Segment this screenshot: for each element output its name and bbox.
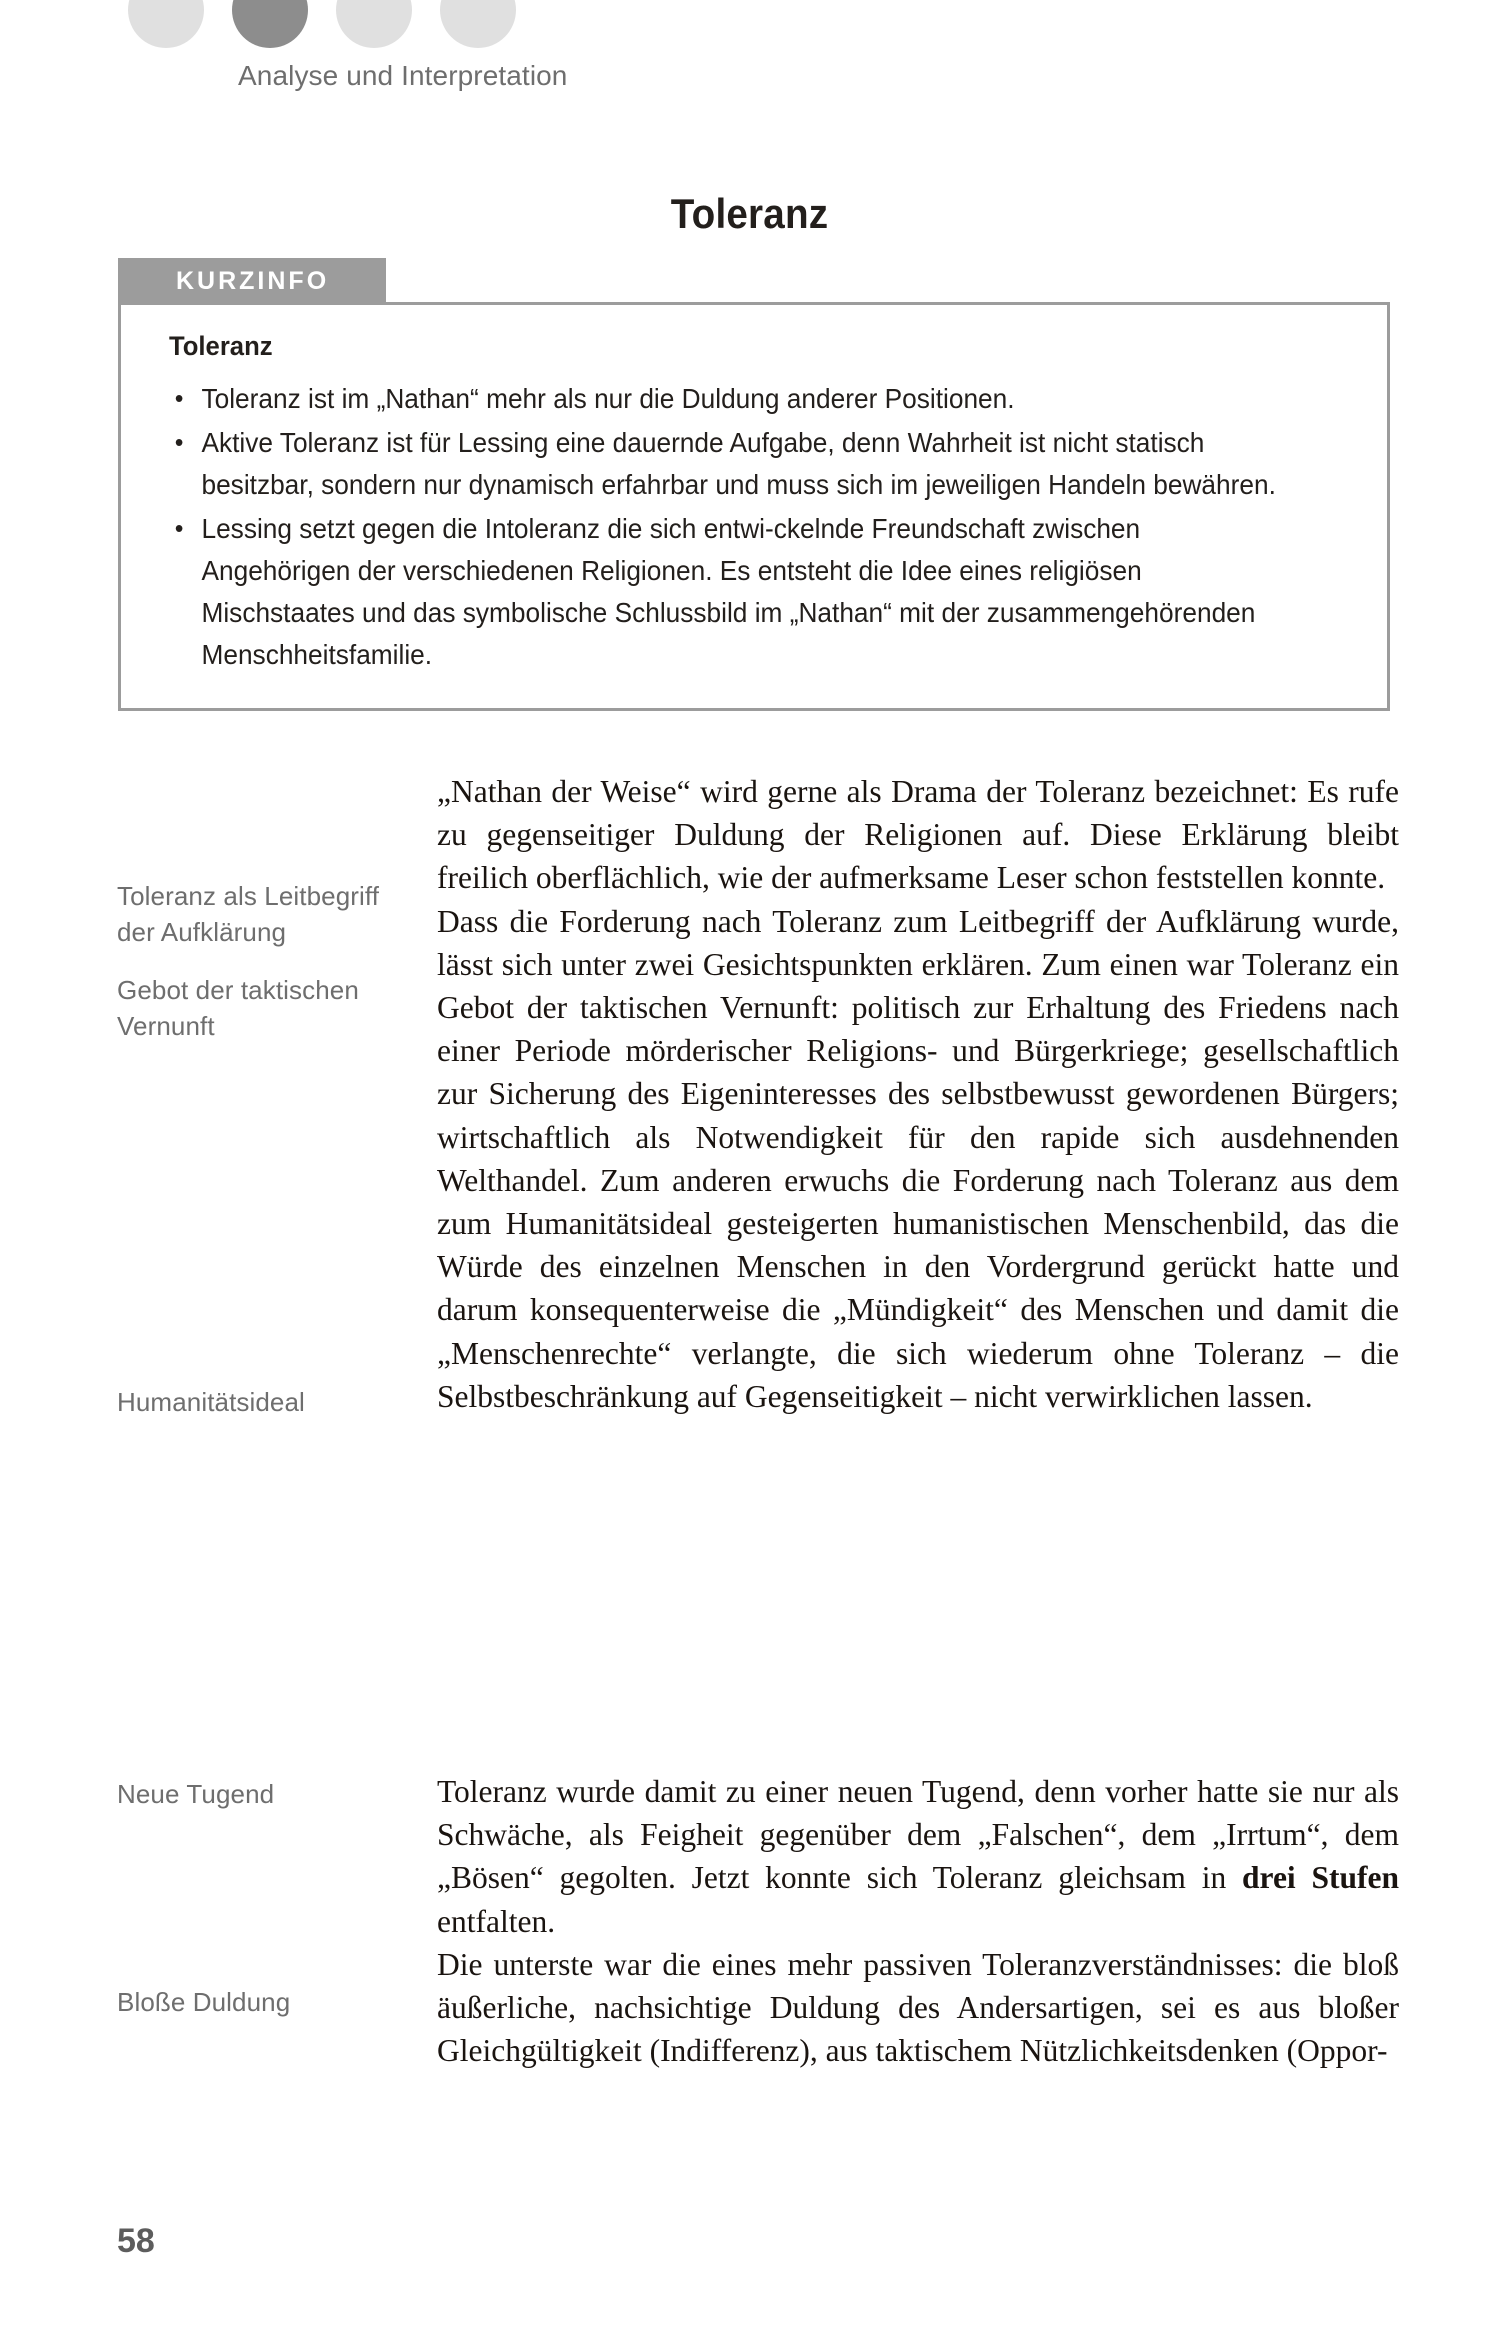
kurzinfo-bullet-item: • Lessing setzt gegen die Intoleranz die sich entwi-ckelnde Freundschaft zwischen Angehörigen der verschiedenen Religionen. Es entsteht die Idee eines religiösen Mischstaates und das symbolische Schlussbild im „Nathan“ mit der zusammengehörenden Menschheitsfamilie.	[169, 508, 1294, 676]
kurzinfo-tab-label: KURZINFO	[118, 258, 386, 304]
body-paragraph-4: Die unterste war die eines mehr passiven Toleranzverständnisses: die bloß äußerliche, nachsichtige Duldung des Andersartigen, sei es aus bloßer Gleichgültigkeit (Indifferenz), aus taktischem Nützlichkeitsdenken (Oppor-	[437, 1946, 1399, 2069]
body-paragraph-1: „Nathan der Weise“ wird gerne als Drama der Toleranz bezeichnet: Es rufe zu gegenseitiger Duldung der Religionen auf. Diese Erklärung bleibt freilich oberflächlich, wie der aufmerksame Leser schon feststellen konnte.	[437, 774, 1399, 896]
paragraph-3-emphasis: drei Stufen	[1242, 1860, 1399, 1896]
margin-note-blosse-duldung: Bloße Duldung	[117, 1987, 291, 2017]
page-title: Toleranz	[670, 190, 829, 237]
kurzinfo-bullet-item: • Toleranz ist im „Nathan“ mehr als nur die Duldung anderer Positionen.	[169, 378, 1294, 420]
chapter-dot-4	[440, 0, 516, 48]
margin-note-neue-tugend: Neue Tugend	[117, 1779, 275, 1809]
kurzinfo-box	[118, 302, 1390, 711]
margin-note-humanitaetsideal: Humanitätsideal	[117, 1387, 305, 1417]
kurzinfo-bullet-list	[169, 378, 1347, 676]
kurzinfo-bullet-item: • Aktive Toleranz ist für Lessing eine dauernde Aufgabe, denn Wahrheit ist nicht statisch besitzbar, sondern nur dynamisch erfahrbar und muss sich im jeweiligen Handeln bewähren.	[169, 422, 1294, 506]
chapter-dot-2-active	[232, 0, 308, 48]
paragraph-3-pre: Toleranz wurde damit zu einer neuen Tugend, denn vorher hatte sie nur als Schwäche, als Feigheit gegenüber dem „Falschen“, dem „Irrtum“, dem „Bösen“ gegolten. Jetzt konnte sich Toleranz gleichsam in	[437, 1774, 1399, 1896]
kurzinfo-heading: Toleranz	[169, 331, 273, 361]
running-header-label: Analyse und Interpretation	[238, 60, 568, 91]
page-number: 58	[117, 2222, 155, 2260]
margin-note-gebot: Gebot der taktischen Vernunft	[117, 975, 359, 1041]
chapter-dot-3	[336, 0, 412, 48]
body-paragraph-2: Dass die Forderung nach Toleranz zum Leitbegriff der Aufklärung wurde, lässt sich unter zwei Gesichtspunkten erklären. Zum einen war Toleranz ein Gebot der taktischen Vernunft: politisch zur Erhaltung des Friedens nach einer Periode mörderischer Religions- und Bürgerkriege; gesellschaftlich zur Sicherung des Eigeninteresses des selbstbewusst gewordenen Bürgers; wirtschaftlich als Notwendigkeit für den rapide sich ausdehnenden Welthandel. Zum anderen erwuchs die Forderung nach Toleranz aus dem zum Humanitätsideal gesteigerten humanistischen Menschenbild, das die Würde des einzelnen Menschen in den Vordergrund gerückt hatte und darum konsequenterweise die „Mündigkeit“ des Menschen und damit die „Menschenrechte“ verlangte, die sich wiederum ohne Toleranz – die Selbstbeschränkung auf Gegenseitigkeit – nicht verwirklichen lassen.	[437, 903, 1399, 1414]
body-text-column	[437, 770, 1399, 1418]
chapter-dot-1	[128, 0, 204, 48]
margin-note-leitbegriff: Toleranz als Leitbegriff der Aufklärung	[117, 881, 380, 947]
paragraph-3-post: entfalten.	[437, 1903, 556, 1939]
body-text-column-2	[437, 1770, 1399, 2072]
chapter-dots-indicator	[128, 0, 516, 48]
body-paragraph-3	[437, 1770, 1399, 1943]
